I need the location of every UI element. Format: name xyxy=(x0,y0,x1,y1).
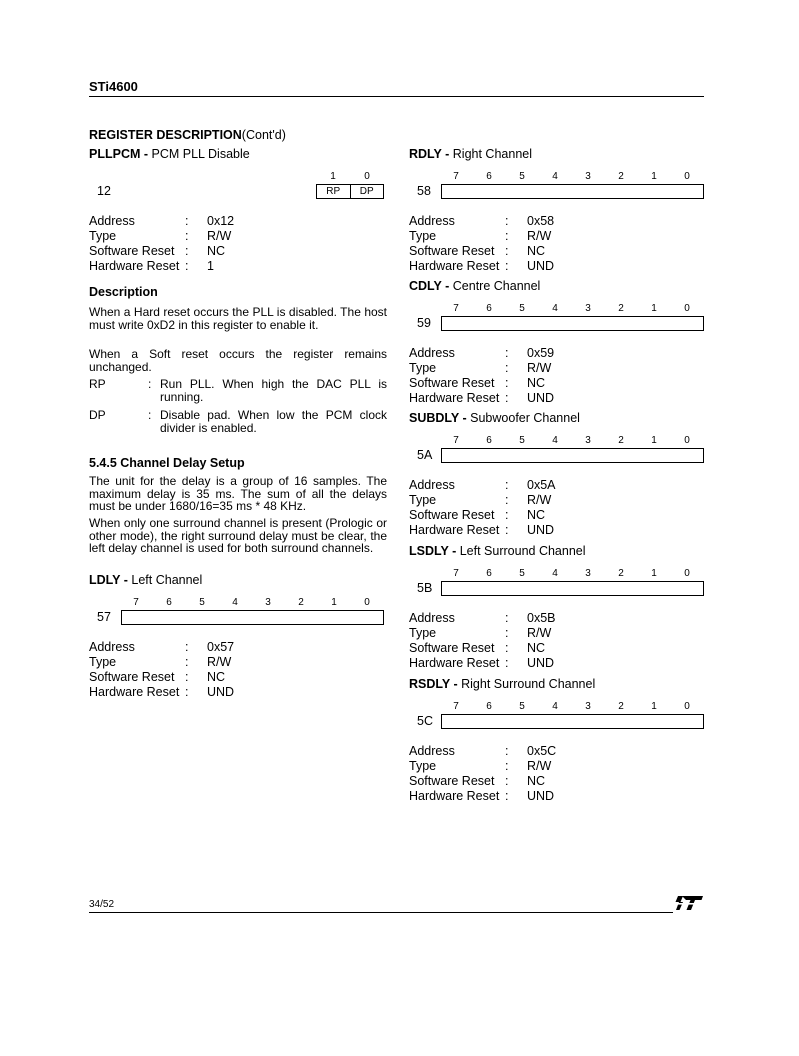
register-title xyxy=(409,677,595,691)
property-label: Hardware Reset xyxy=(409,391,500,405)
bit-number: 2 xyxy=(618,435,624,446)
property-row xyxy=(409,759,609,774)
register-cell-dp: DP xyxy=(350,185,384,198)
property-value: NC xyxy=(527,774,546,788)
property-sep: : xyxy=(505,641,509,655)
bit-numbers xyxy=(409,171,709,183)
property-value: 0x58 xyxy=(527,214,555,228)
property-sep: : xyxy=(505,744,509,758)
def-sep: : xyxy=(148,408,152,422)
def-term: DP xyxy=(89,408,106,422)
bit-number: 6 xyxy=(486,303,492,314)
property-sep: : xyxy=(185,259,189,273)
register-box xyxy=(441,184,704,199)
property-value: UND xyxy=(527,259,555,273)
register-box xyxy=(121,610,384,625)
register-title xyxy=(89,573,202,587)
property-row xyxy=(409,656,609,671)
register-box xyxy=(441,581,704,596)
property-row xyxy=(409,641,609,656)
property-sep: : xyxy=(185,655,189,669)
bit-number: 1 xyxy=(651,568,657,579)
bit-number: 5 xyxy=(519,568,525,579)
register-name: LDLY - xyxy=(89,573,128,587)
register-address-label: 12 xyxy=(97,184,111,198)
property-sep: : xyxy=(505,361,509,375)
bit-number: 4 xyxy=(552,701,558,712)
register-properties xyxy=(89,640,289,700)
property-value: 0x5C xyxy=(527,744,557,758)
property-sep: : xyxy=(505,346,509,360)
property-value: UND xyxy=(527,523,555,537)
def-sep: : xyxy=(148,377,152,391)
property-sep: : xyxy=(505,259,509,273)
bit-number: 1 xyxy=(651,303,657,314)
bit-number: 3 xyxy=(585,568,591,579)
property-value: NC xyxy=(527,641,546,655)
bit-number: 3 xyxy=(585,435,591,446)
register-desc: PCM PLL Disable xyxy=(151,147,250,161)
property-value: 0x5A xyxy=(527,478,556,492)
property-label: Software Reset xyxy=(409,641,495,655)
bit-number: 5 xyxy=(519,435,525,446)
property-row xyxy=(409,523,609,538)
register-properties xyxy=(409,478,609,538)
property-sep: : xyxy=(505,626,509,640)
bit-number: 3 xyxy=(585,303,591,314)
bit-number: 2 xyxy=(618,568,624,579)
register-desc: Left Surround Channel xyxy=(459,544,586,558)
property-label: Hardware Reset xyxy=(89,685,180,699)
property-sep: : xyxy=(505,759,509,773)
document-title: STi4600 xyxy=(89,79,138,94)
bit-number: 7 xyxy=(453,568,459,579)
bit-number: 5 xyxy=(519,701,525,712)
property-label: Type xyxy=(409,759,437,773)
description-para-2: When a Soft reset occurs the register remains unchanged. xyxy=(89,347,387,374)
bit-number: 0 xyxy=(684,303,690,314)
bit-number: 2 xyxy=(298,597,304,608)
register-name: SUBDLY - xyxy=(409,411,467,425)
bit-number: 2 xyxy=(618,171,624,182)
section-heading-cont: (Cont'd) xyxy=(241,128,286,142)
pllpcm-title xyxy=(89,147,250,161)
bit-number: 2 xyxy=(618,701,624,712)
description-para-1: When a Hard reset occurs the PLL is disabled. The host must write 0xD2 in this register to enable it. xyxy=(89,305,387,332)
property-sep: : xyxy=(505,789,509,803)
property-label: Software Reset xyxy=(409,508,495,522)
bit-number: 1 xyxy=(330,171,336,182)
property-label: Hardware Reset xyxy=(89,259,180,273)
property-value: 0x12 xyxy=(207,214,235,228)
def-text: Disable pad. When low the PCM clock divider is enabled. xyxy=(160,408,387,435)
pllpcm-register-box xyxy=(316,184,384,199)
bit-number: 0 xyxy=(684,171,690,182)
bit-number: 0 xyxy=(684,701,690,712)
property-row xyxy=(409,493,609,508)
property-label: Software Reset xyxy=(89,670,175,684)
bit-number: 0 xyxy=(684,435,690,446)
property-value: R/W xyxy=(527,229,552,243)
footer-rule xyxy=(89,912,704,913)
register-name: PLLPCM - xyxy=(89,147,149,161)
property-value: R/W xyxy=(527,493,552,507)
property-label: Type xyxy=(409,493,437,507)
bit-number: 1 xyxy=(331,597,337,608)
property-label: Software Reset xyxy=(409,244,495,258)
bit-number: 5 xyxy=(519,303,525,314)
property-row xyxy=(89,655,289,670)
property-value: 0x57 xyxy=(207,640,235,654)
property-row xyxy=(89,259,289,274)
register-title xyxy=(409,411,580,425)
bit-number: 1 xyxy=(651,171,657,182)
bit-number: 7 xyxy=(453,171,459,182)
st-logo xyxy=(673,893,705,913)
property-value: UND xyxy=(207,685,235,699)
register-name: RDLY - xyxy=(409,147,450,161)
bit-number: 6 xyxy=(166,597,172,608)
register-properties xyxy=(409,346,609,406)
description-heading: Description xyxy=(89,285,158,299)
register-title xyxy=(409,279,540,293)
section-heading xyxy=(89,128,286,142)
property-sep: : xyxy=(505,229,509,243)
bit-number: 3 xyxy=(585,171,591,182)
register-properties xyxy=(409,744,609,804)
page-number: 34/52 xyxy=(89,899,115,910)
register-desc: Subwoofer Channel xyxy=(470,411,580,425)
channel-delay-para-1: The unit for the delay is a group of 16 samples. The maximum delay is 35 ms. The sum of all the delays must be under 1680/16=35 ms * 48 KHz. xyxy=(89,474,387,513)
bit-numbers xyxy=(89,597,389,609)
bit-number: 6 xyxy=(486,701,492,712)
register-address-label: 5A xyxy=(417,448,433,462)
bit-number: 2 xyxy=(618,303,624,314)
bit-number: 4 xyxy=(552,435,558,446)
property-value: NC xyxy=(207,670,226,684)
property-row xyxy=(409,478,609,493)
property-row xyxy=(89,670,289,685)
bit-number: 6 xyxy=(486,435,492,446)
property-row xyxy=(409,508,609,523)
register-address-label: 5B xyxy=(417,581,433,595)
bit-number: 6 xyxy=(486,568,492,579)
property-value: NC xyxy=(207,244,226,258)
bit-number: 1 xyxy=(651,701,657,712)
bit-number: 5 xyxy=(199,597,205,608)
property-label: Address xyxy=(89,214,135,228)
property-value: R/W xyxy=(207,655,232,669)
property-row xyxy=(89,214,289,229)
property-value: 0x59 xyxy=(527,346,555,360)
property-row xyxy=(409,346,609,361)
property-row xyxy=(409,361,609,376)
bit-number: 7 xyxy=(453,303,459,314)
bit-number: 7 xyxy=(133,597,139,608)
property-sep: : xyxy=(505,214,509,228)
def-text: Run PLL. When high the DAC PLL is running. xyxy=(160,377,387,404)
bit-numbers xyxy=(409,303,709,315)
bit-number: 1 xyxy=(651,435,657,446)
def-term: RP xyxy=(89,377,106,391)
property-row xyxy=(409,626,609,641)
bit-number: 3 xyxy=(265,597,271,608)
property-sep: : xyxy=(185,229,189,243)
bit-number: 7 xyxy=(453,701,459,712)
property-row xyxy=(89,640,289,655)
register-box xyxy=(441,714,704,729)
bit-number: 7 xyxy=(453,435,459,446)
register-desc: Right Surround Channel xyxy=(461,677,596,691)
property-label: Address xyxy=(409,744,455,758)
bit-number: 4 xyxy=(552,303,558,314)
property-value: R/W xyxy=(527,759,552,773)
property-value: R/W xyxy=(527,626,552,640)
register-box xyxy=(441,448,704,463)
property-sep: : xyxy=(505,656,509,670)
property-row xyxy=(89,244,289,259)
register-title xyxy=(409,147,532,161)
property-sep: : xyxy=(185,685,189,699)
subsection-heading: 5.4.5 Channel Delay Setup xyxy=(89,456,245,470)
property-label: Hardware Reset xyxy=(409,523,500,537)
register-properties xyxy=(409,611,609,671)
property-sep: : xyxy=(505,493,509,507)
channel-delay-para-2: When only one surround channel is present (Prologic or other mode), the right surround delay must be clear, the left delay channel is used for both surround channels. xyxy=(89,516,387,555)
property-label: Address xyxy=(409,478,455,492)
property-sep: : xyxy=(505,611,509,625)
register-title xyxy=(409,544,586,558)
property-value: 1 xyxy=(207,259,214,273)
pllpcm-properties xyxy=(89,214,289,274)
bit-number: 4 xyxy=(232,597,238,608)
register-box xyxy=(441,316,704,331)
property-value: NC xyxy=(527,508,546,522)
property-row xyxy=(409,259,609,274)
section-heading-bold: REGISTER DESCRIPTION xyxy=(89,128,242,142)
property-value: R/W xyxy=(527,361,552,375)
bit-number: 4 xyxy=(552,171,558,182)
property-row xyxy=(409,214,609,229)
header-rule xyxy=(89,96,704,97)
bit-number: 3 xyxy=(585,701,591,712)
bit-number: 5 xyxy=(519,171,525,182)
property-label: Address xyxy=(409,611,455,625)
property-sep: : xyxy=(505,376,509,390)
register-address-label: 58 xyxy=(417,184,431,198)
bit-numbers xyxy=(409,701,709,713)
property-sep: : xyxy=(505,244,509,258)
property-label: Type xyxy=(409,626,437,640)
bit-number: 6 xyxy=(486,171,492,182)
bit-number: 0 xyxy=(364,171,370,182)
property-label: Address xyxy=(409,214,455,228)
property-label: Type xyxy=(409,361,437,375)
st-logo-icon xyxy=(673,893,705,913)
property-value: NC xyxy=(527,376,546,390)
register-address-label: 57 xyxy=(97,610,111,624)
property-sep: : xyxy=(505,391,509,405)
register-name: LSDLY - xyxy=(409,544,457,558)
bit-number: 0 xyxy=(364,597,370,608)
property-label: Type xyxy=(89,655,117,669)
bit-numbers xyxy=(409,435,709,447)
register-name: CDLY - xyxy=(409,279,450,293)
property-sep: : xyxy=(185,640,189,654)
property-row xyxy=(89,685,289,700)
bit-number: 0 xyxy=(684,568,690,579)
property-label: Software Reset xyxy=(409,774,495,788)
property-row xyxy=(409,774,609,789)
property-label: Hardware Reset xyxy=(409,259,500,273)
register-properties xyxy=(409,214,609,274)
property-sep: : xyxy=(185,214,189,228)
property-value: UND xyxy=(527,391,555,405)
property-sep: : xyxy=(185,244,189,258)
property-row xyxy=(409,744,609,759)
register-name: RSDLY - xyxy=(409,677,458,691)
property-label: Software Reset xyxy=(89,244,175,258)
property-row xyxy=(409,376,609,391)
property-sep: : xyxy=(505,774,509,788)
property-label: Hardware Reset xyxy=(409,789,500,803)
property-sep: : xyxy=(505,523,509,537)
bit-numbers xyxy=(409,568,709,580)
property-label: Hardware Reset xyxy=(409,656,500,670)
property-label: Type xyxy=(89,229,117,243)
property-label: Address xyxy=(89,640,135,654)
property-value: UND xyxy=(527,656,555,670)
register-address-label: 59 xyxy=(417,316,431,330)
property-row xyxy=(409,789,609,804)
property-row xyxy=(409,229,609,244)
register-desc: Left Channel xyxy=(131,573,203,587)
property-label: Type xyxy=(409,229,437,243)
property-row xyxy=(409,244,609,259)
property-value: R/W xyxy=(207,229,232,243)
bit-number: 4 xyxy=(552,568,558,579)
property-row xyxy=(409,391,609,406)
property-value: UND xyxy=(527,789,555,803)
property-value: 0x5B xyxy=(527,611,556,625)
property-row xyxy=(89,229,289,244)
property-sep: : xyxy=(505,478,509,492)
register-address-label: 5C xyxy=(417,714,433,728)
property-row xyxy=(409,611,609,626)
register-desc: Right Channel xyxy=(452,147,532,161)
property-label: Address xyxy=(409,346,455,360)
property-sep: : xyxy=(505,508,509,522)
property-label: Software Reset xyxy=(409,376,495,390)
register-desc: Centre Channel xyxy=(452,279,541,293)
register-cell-rp: RP xyxy=(326,186,341,197)
property-value: NC xyxy=(527,244,546,258)
property-sep: : xyxy=(185,670,189,684)
